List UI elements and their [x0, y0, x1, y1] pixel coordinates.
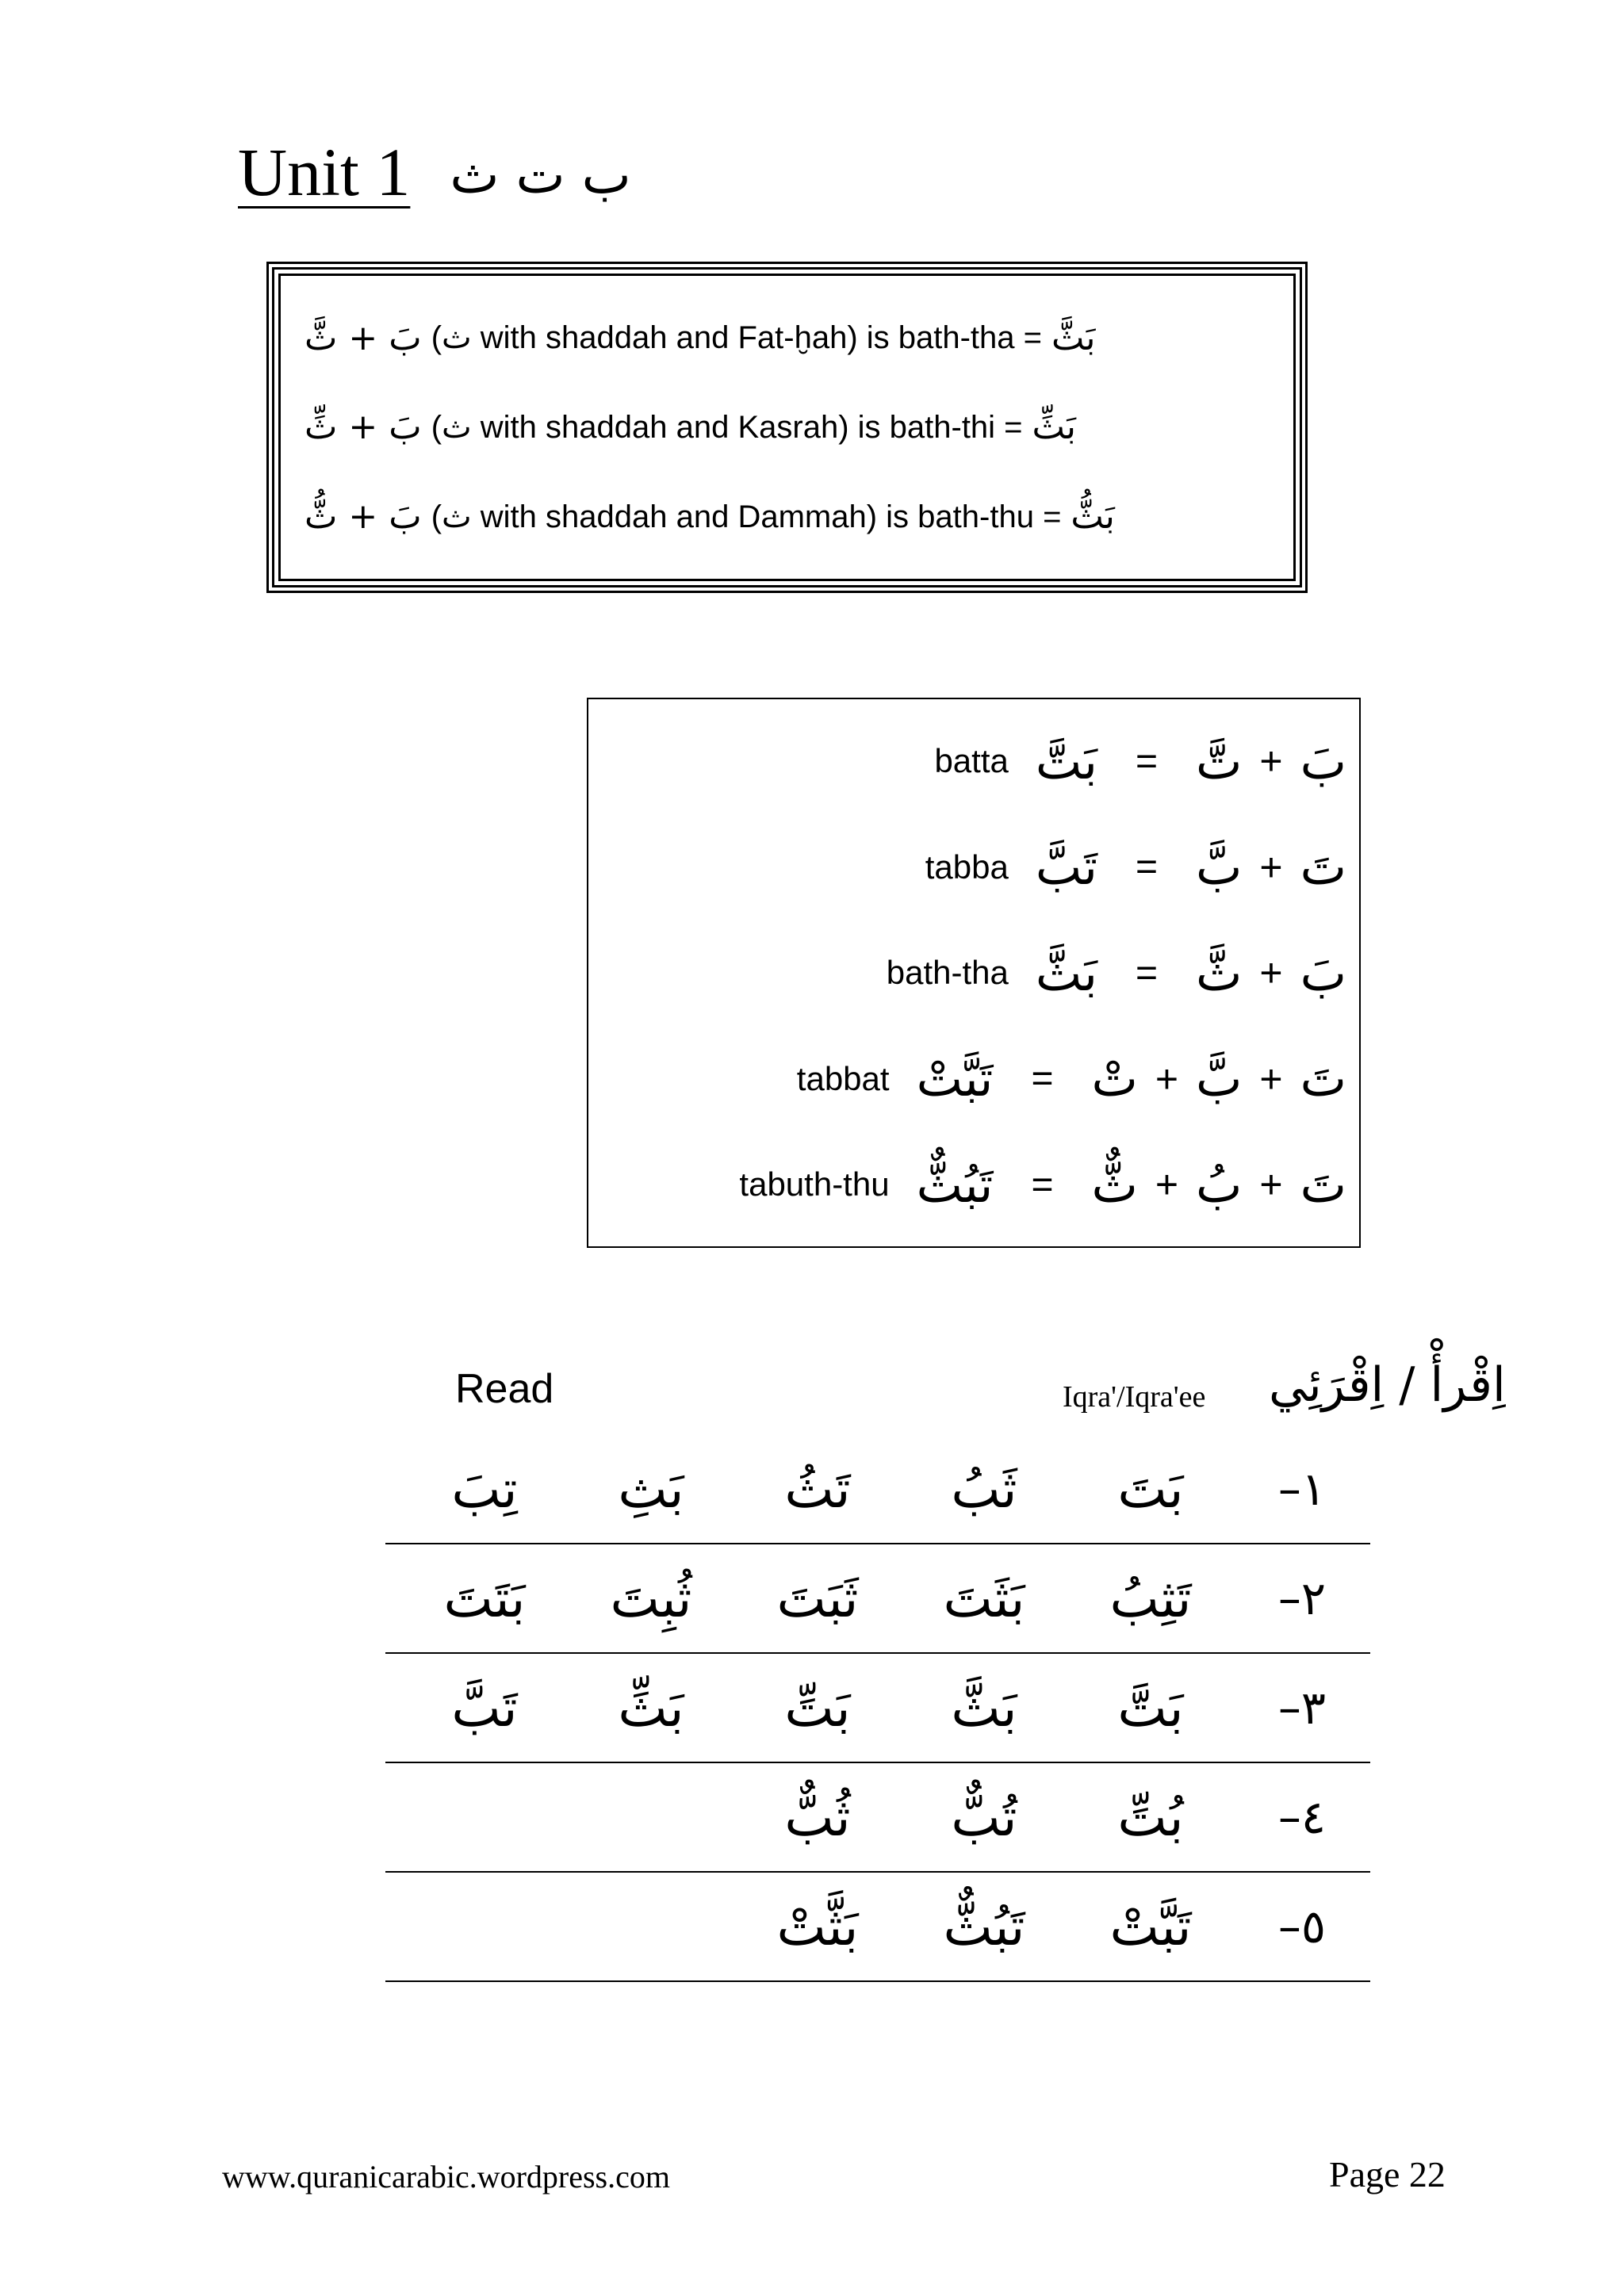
plus-sign: +: [1259, 739, 1283, 783]
reading-row: [385, 1435, 1370, 1544]
plus-sign: +: [1259, 1162, 1283, 1207]
row-number: ٤–: [1277, 1790, 1327, 1844]
row-number: ٥–: [1277, 1900, 1327, 1954]
iqra-arabic: اِقْرأْ / اِقْرَئِي: [1269, 1357, 1506, 1413]
example-translit: tabuth-thu: [739, 1165, 890, 1203]
reading-word: تَثِبُ: [1109, 1567, 1192, 1629]
reading-word: تُبٌّ: [951, 1786, 1017, 1848]
equals-sign: =: [1136, 740, 1159, 783]
rule-left: بَ + ثُّ: [304, 496, 422, 538]
example-part: بَ: [1300, 943, 1346, 1002]
rule-result: بَثِّ: [1032, 407, 1076, 448]
unit-label: Unit 1: [238, 134, 411, 210]
shaddah-rules-box: [266, 262, 1308, 593]
shaddah-rule-fathah: [304, 318, 1270, 358]
reading-word: ثَبُ: [951, 1458, 1017, 1520]
reading-row: [385, 1544, 1370, 1654]
example-parts: [1196, 733, 1346, 790]
example-parts: [1091, 1156, 1346, 1214]
reading-word: بَتَّ: [1117, 1677, 1184, 1739]
unit-title: [238, 119, 631, 210]
example-parts: [1196, 944, 1346, 1002]
plus-sign: +: [1155, 1056, 1179, 1101]
equals-sign: =: [1031, 1163, 1054, 1206]
example-part: بَّ: [1196, 838, 1243, 896]
reading-word: بَثَّ: [951, 1677, 1017, 1739]
page-number: Page 22: [1329, 2154, 1446, 2195]
reading-word: بَثَتَ: [943, 1567, 1025, 1629]
example-word: تَبَّ: [1035, 838, 1098, 896]
reading-row: [385, 1873, 1370, 1982]
plus-sign: +: [1259, 951, 1283, 995]
reading-word: بَثَّتْ: [776, 1896, 859, 1957]
example-parts: [1196, 838, 1346, 896]
rule-result: بَثُّ: [1071, 496, 1115, 538]
shaddah-rule-dammah: [304, 496, 1270, 537]
footer-url[interactable]: www.quranicarabic.wordpress.com: [222, 2159, 670, 2195]
example-translit: batta: [934, 742, 1009, 779]
row-number: ٢–: [1277, 1571, 1327, 1625]
reading-word: ثُبِتَ: [610, 1567, 692, 1629]
example-row: [604, 714, 1346, 809]
reading-word: بَثِ: [618, 1458, 684, 1520]
example-row: [604, 1031, 1346, 1127]
reading-row: [385, 1763, 1370, 1873]
example-word: تَبَّتْ: [916, 1050, 994, 1108]
rule-left: بَ + ثِّ: [304, 407, 422, 448]
rule-description: (ث with shaddah and Kasrah) is bath-thi =: [431, 409, 1023, 445]
row-number: ٣–: [1277, 1681, 1327, 1735]
rule-left: بَ + ثَّ: [304, 317, 422, 358]
example-translit: tabbat: [796, 1059, 890, 1097]
reading-word: تَبَّتْ: [1109, 1896, 1192, 1957]
example-part: بَ: [1300, 732, 1346, 790]
reading-word: تَبَّ: [451, 1677, 518, 1739]
row-number: ١–: [1277, 1462, 1327, 1516]
rule-description: (ث with shaddah and Dammah) is bath-thu =: [431, 499, 1062, 534]
example-part: تَ: [1300, 838, 1346, 896]
example-part: تْ: [1091, 1050, 1138, 1108]
rule-description: (ث with shaddah and Fat-ḫah) is bath-tha =: [431, 320, 1043, 356]
reading-word: ثُبٌّ: [784, 1786, 851, 1848]
reading-word: بَتَتَ: [443, 1567, 526, 1629]
iqra-translit: Iqra'/Iqra'ee: [1063, 1380, 1206, 1414]
example-word: بَثَّ: [1035, 943, 1098, 1002]
example-part: تَ: [1300, 1050, 1346, 1108]
reading-word: ثَبَتَ: [776, 1567, 859, 1629]
example-part: بَّ: [1196, 1050, 1243, 1108]
read-heading: Read: [455, 1366, 554, 1412]
example-part: بُ: [1196, 1155, 1243, 1214]
equals-sign: =: [1136, 846, 1159, 888]
example-row: [604, 925, 1346, 1020]
example-part: تَّ: [1196, 732, 1243, 790]
unit-letters: ب ت ث: [450, 144, 631, 205]
examples-box: [587, 698, 1361, 1248]
plus-sign: +: [1155, 1162, 1179, 1207]
example-part: ثَّ: [1196, 943, 1243, 1002]
example-part: تَ: [1300, 1155, 1346, 1214]
reading-word: تَثُ: [784, 1458, 851, 1520]
reading-word: تِبَ: [451, 1458, 518, 1520]
reading-word: بَتِّ: [784, 1677, 851, 1739]
reading-word: بُتِّ: [1117, 1786, 1184, 1848]
equals-sign: =: [1031, 1058, 1054, 1100]
rule-result: بَثَّ: [1051, 317, 1096, 358]
example-word: تَبُثٌّ: [916, 1155, 994, 1214]
reading-word: بَتَ: [1117, 1458, 1184, 1520]
plus-sign: +: [1259, 1056, 1283, 1101]
plus-sign: +: [1259, 844, 1283, 890]
example-translit: tabba: [925, 848, 1009, 886]
reading-table: [385, 1435, 1370, 1982]
reading-word: تَبُثٌّ: [943, 1896, 1025, 1957]
shaddah-rule-kasrah: [304, 407, 1270, 447]
example-row: [604, 1137, 1346, 1232]
reading-word: بَثِّ: [618, 1677, 684, 1739]
example-parts: [1091, 1050, 1346, 1108]
reading-row: [385, 1654, 1370, 1763]
example-translit: bath-tha: [886, 954, 1009, 991]
example-row: [604, 820, 1346, 915]
example-word: بَتَّ: [1035, 732, 1098, 790]
equals-sign: =: [1136, 951, 1159, 994]
example-part: ثٌّ: [1091, 1155, 1138, 1214]
